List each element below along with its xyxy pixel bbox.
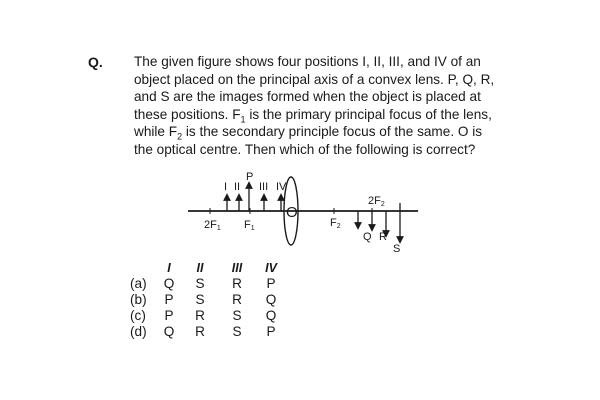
image-label-Q: Q	[363, 231, 372, 243]
options-header-row	[130, 260, 288, 276]
option-cell: Q	[265, 308, 277, 323]
option-cell: R	[232, 292, 242, 307]
object-label-I: I	[224, 181, 228, 193]
option-label: (d)	[130, 324, 147, 339]
question-text	[134, 53, 514, 159]
option-label: (c)	[130, 308, 146, 323]
option-cell: P	[266, 324, 276, 339]
question-line-2: object placed on the principal axis of a convex lens. P, Q, R,	[134, 71, 495, 87]
option-cell: P	[164, 292, 174, 307]
option-cell: S	[232, 324, 242, 339]
object-label-III: III	[259, 181, 269, 193]
option-cell: R	[195, 324, 205, 339]
option-label: (b)	[130, 292, 147, 307]
option-cell: R	[195, 308, 205, 323]
object-label-P: P	[246, 171, 254, 183]
label-2f1: 2F1	[204, 219, 221, 232]
object-label-II: II	[234, 181, 241, 193]
label-f2: F2	[330, 217, 341, 230]
label-optical-centre: O	[286, 204, 298, 221]
options-header-blank	[130, 260, 158, 276]
option-cell: Q	[163, 324, 175, 339]
option-row-b[interactable]	[130, 292, 288, 308]
question-line-5: while $F_2$ is the secondary principle focus of the same. O is	[134, 124, 483, 143]
option-cell: S	[195, 276, 205, 291]
label-f1: F1	[244, 219, 255, 232]
option-cell: S	[232, 308, 242, 323]
question-number: Q.	[88, 54, 103, 70]
option-cell: P	[266, 276, 276, 291]
option-cell: Q	[265, 292, 277, 307]
option-label: (a)	[130, 276, 147, 291]
option-row-a[interactable]	[130, 276, 288, 292]
option-row-c[interactable]	[130, 308, 288, 324]
option-row-d[interactable]	[130, 324, 288, 340]
question-line-1: The given figure shows four positions I, II, III, and IV of an	[134, 54, 481, 69]
option-cell: Q	[163, 276, 175, 291]
image-label-R: R	[379, 231, 387, 243]
label-2f2: 2F2	[368, 195, 385, 208]
object-label-IV: IV	[276, 181, 287, 193]
option-cell: S	[195, 292, 205, 307]
image-label-S: S	[393, 243, 401, 255]
question-line-3: and S are the images formed when the object is placed at	[134, 89, 481, 105]
question-line-6: the optical centre. Then which of the following is correct?	[134, 141, 476, 157]
options-header-IV: IV	[265, 261, 277, 275]
option-cell: P	[164, 308, 174, 323]
options-header-II: II	[196, 261, 204, 275]
options-header-III: III	[231, 261, 243, 275]
lens-ray-figure	[180, 168, 430, 260]
options-header-I: I	[167, 261, 171, 275]
option-cell: R	[232, 276, 242, 291]
options-table	[130, 260, 288, 340]
question-line-4: these positions. $F_1$ is the primary principal focus of the lens,	[134, 106, 492, 125]
